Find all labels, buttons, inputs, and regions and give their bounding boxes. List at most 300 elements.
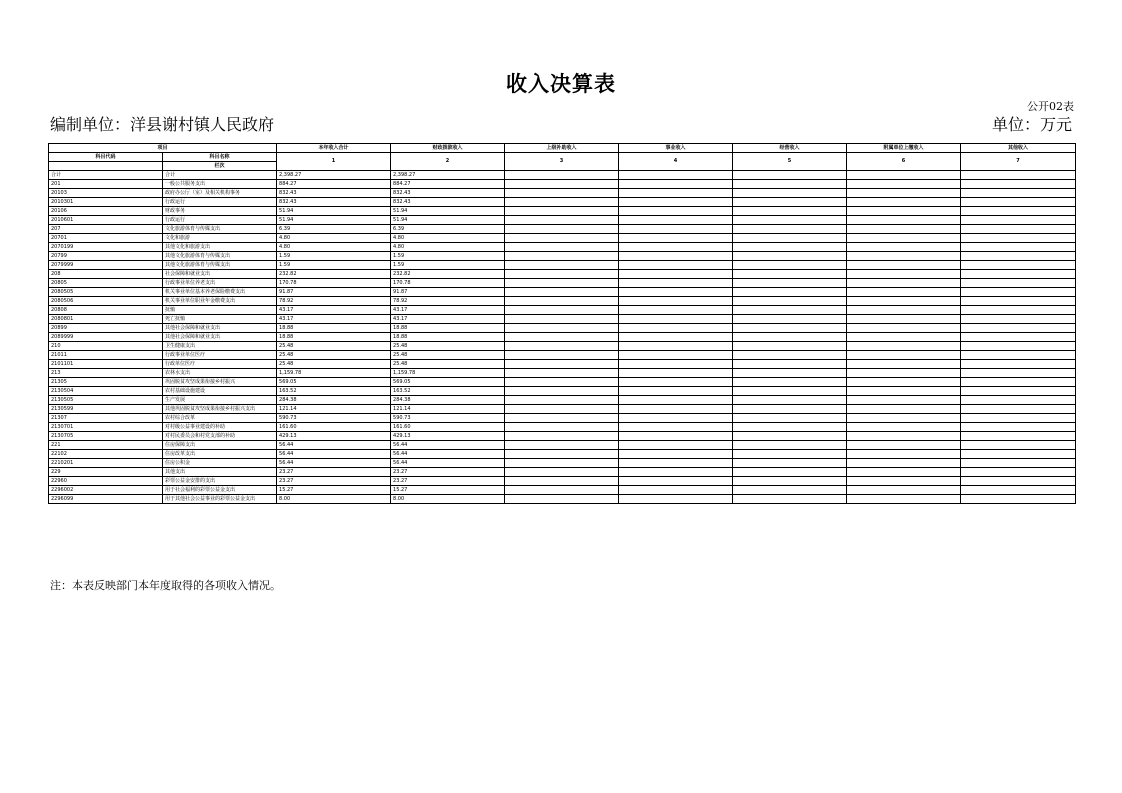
cell-empty	[847, 198, 961, 207]
cell-code: 20106	[49, 207, 163, 216]
cell-empty	[733, 342, 847, 351]
cell-empty	[961, 414, 1076, 423]
col-num: 1	[277, 153, 391, 171]
cell-total: 832.43	[277, 189, 391, 198]
cell-empty	[961, 450, 1076, 459]
cell-empty	[847, 333, 961, 342]
cell-fiscal: 6.39	[391, 225, 505, 234]
cell-total: 51.94	[277, 216, 391, 225]
header-col-total: 本年收入合计	[277, 144, 391, 153]
cell-empty	[619, 432, 733, 441]
cell-fiscal: 8.00	[391, 495, 505, 504]
cell-empty	[961, 288, 1076, 297]
cell-empty	[619, 414, 733, 423]
cell-empty	[619, 351, 733, 360]
cell-empty	[847, 387, 961, 396]
cell-code: 2080801	[49, 315, 163, 324]
cell-empty	[733, 387, 847, 396]
cell-empty	[961, 261, 1076, 270]
cell-code: 213	[49, 369, 163, 378]
cell-empty	[847, 288, 961, 297]
cell-empty	[505, 333, 619, 342]
cell-empty	[505, 189, 619, 198]
cell-fiscal: 284.38	[391, 396, 505, 405]
cell-empty	[619, 207, 733, 216]
cell-empty	[847, 324, 961, 333]
table-row	[49, 252, 1076, 261]
cell-empty	[733, 306, 847, 315]
cell-empty	[961, 405, 1076, 414]
cell-fiscal: 23.27	[391, 477, 505, 486]
cell-name: 抚恤	[163, 306, 277, 315]
table-row	[49, 180, 1076, 189]
cell-empty	[619, 477, 733, 486]
cell-fiscal: 25.48	[391, 351, 505, 360]
table-row	[49, 306, 1076, 315]
cell-empty	[961, 180, 1076, 189]
cell-total: 56.44	[277, 450, 391, 459]
cell-empty	[505, 207, 619, 216]
table-row	[49, 261, 1076, 270]
cell-empty	[505, 405, 619, 414]
cell-code: 22102	[49, 450, 163, 459]
cell-empty	[505, 171, 619, 180]
cell-code: 2130705	[49, 432, 163, 441]
table-body	[49, 171, 1076, 504]
cell-empty	[619, 360, 733, 369]
cell-total: 161.60	[277, 423, 391, 432]
cell-empty	[733, 468, 847, 477]
table-row	[49, 315, 1076, 324]
cell-name: 农林水支出	[163, 369, 277, 378]
cell-empty	[847, 189, 961, 198]
header-col-superior: 上级补助收入	[505, 144, 619, 153]
cell-empty	[505, 261, 619, 270]
table-row	[49, 234, 1076, 243]
cell-name: 其他社会保障和就业支出	[163, 333, 277, 342]
cell-fiscal: 18.88	[391, 324, 505, 333]
cell-name: 对村级公益事业建设的补助	[163, 423, 277, 432]
cell-empty	[505, 288, 619, 297]
cell-empty	[619, 279, 733, 288]
cell-empty	[847, 459, 961, 468]
cell-empty	[733, 324, 847, 333]
cell-total: 43.17	[277, 306, 391, 315]
cell-code: 2130599	[49, 405, 163, 414]
cell-empty	[619, 405, 733, 414]
cell-empty	[847, 351, 961, 360]
cell-empty	[847, 477, 961, 486]
cell-empty	[505, 351, 619, 360]
cell-name: 住房改革支出	[163, 450, 277, 459]
cell-code: 2101101	[49, 360, 163, 369]
cell-total: 4.80	[277, 243, 391, 252]
cell-fiscal: 163.52	[391, 387, 505, 396]
table-row	[49, 333, 1076, 342]
cell-empty	[619, 342, 733, 351]
cell-code: 229	[49, 468, 163, 477]
cell-code: 20899	[49, 324, 163, 333]
cell-code: 22960	[49, 477, 163, 486]
cell-name: 用于社会福利的彩票公益金支出	[163, 486, 277, 495]
cell-empty	[733, 180, 847, 189]
cell-empty	[847, 405, 961, 414]
cell-empty	[961, 216, 1076, 225]
cell-name: 农村综合改革	[163, 414, 277, 423]
cell-empty	[961, 198, 1076, 207]
cell-empty	[733, 288, 847, 297]
cell-code: 20701	[49, 234, 163, 243]
cell-empty	[505, 216, 619, 225]
cell-code: 2296099	[49, 495, 163, 504]
cell-total: 56.44	[277, 441, 391, 450]
cell-empty	[505, 234, 619, 243]
cell-empty	[961, 324, 1076, 333]
cell-empty	[961, 333, 1076, 342]
cell-empty	[505, 441, 619, 450]
cell-empty	[961, 441, 1076, 450]
cell-empty	[847, 414, 961, 423]
table-row	[49, 342, 1076, 351]
cell-name: 行政事业单位养老支出	[163, 279, 277, 288]
cell-total: 15.27	[277, 486, 391, 495]
cell-total: 884.27	[277, 180, 391, 189]
header-col-affiliated: 附属单位上缴收入	[847, 144, 961, 153]
cell-empty	[847, 252, 961, 261]
cell-empty	[733, 405, 847, 414]
cell-empty	[619, 225, 733, 234]
cell-fiscal: 51.94	[391, 207, 505, 216]
cell-code: 20805	[49, 279, 163, 288]
cell-empty	[961, 432, 1076, 441]
cell-code: 2080506	[49, 297, 163, 306]
header-col-label: 栏次	[163, 162, 277, 171]
table-row	[49, 369, 1076, 378]
cell-empty	[619, 243, 733, 252]
cell-empty	[961, 342, 1076, 351]
cell-empty	[847, 207, 961, 216]
cell-empty	[847, 297, 961, 306]
cell-code: 20103	[49, 189, 163, 198]
cell-empty	[619, 450, 733, 459]
table-row	[49, 351, 1076, 360]
cell-fiscal: 25.48	[391, 360, 505, 369]
cell-name: 合计	[163, 171, 277, 180]
cell-fiscal: 161.60	[391, 423, 505, 432]
cell-total: 284.38	[277, 396, 391, 405]
cell-name: 其他文化旅游体育与传媒支出	[163, 252, 277, 261]
cell-name: 巩固脱贫攻坚成果衔接乡村振兴	[163, 378, 277, 387]
cell-empty	[619, 234, 733, 243]
cell-empty	[961, 315, 1076, 324]
currency-unit: 单位：万元	[991, 115, 1072, 134]
cell-empty	[961, 423, 1076, 432]
cell-fiscal: 1,159.78	[391, 369, 505, 378]
cell-name: 文化旅游体育与传媒支出	[163, 225, 277, 234]
cell-empty	[847, 369, 961, 378]
cell-empty	[619, 495, 733, 504]
cell-code: 2010601	[49, 216, 163, 225]
cell-empty	[961, 243, 1076, 252]
cell-empty	[733, 189, 847, 198]
cell-total: 569.05	[277, 378, 391, 387]
cell-empty	[847, 306, 961, 315]
cell-empty	[733, 234, 847, 243]
cell-code: 2079999	[49, 261, 163, 270]
cell-empty	[733, 261, 847, 270]
cell-name: 彩票公益金安排的支出	[163, 477, 277, 486]
cell-empty	[733, 441, 847, 450]
cell-fiscal: 18.88	[391, 333, 505, 342]
cell-empty	[961, 396, 1076, 405]
header-item: 项目	[49, 144, 277, 153]
col-num: 4	[619, 153, 733, 171]
cell-empty	[847, 342, 961, 351]
cell-empty	[961, 252, 1076, 261]
cell-empty	[619, 396, 733, 405]
cell-empty	[733, 225, 847, 234]
cell-empty	[619, 423, 733, 432]
cell-total: 429.13	[277, 432, 391, 441]
cell-empty	[505, 378, 619, 387]
cell-empty	[847, 261, 961, 270]
cell-empty	[619, 486, 733, 495]
cell-code: 20799	[49, 252, 163, 261]
cell-name: 死亡抚恤	[163, 315, 277, 324]
cell-fiscal: 4.80	[391, 234, 505, 243]
cell-empty	[505, 198, 619, 207]
cell-empty	[847, 279, 961, 288]
cell-empty	[619, 180, 733, 189]
header-col-fiscal: 财政拨款收入	[391, 144, 505, 153]
cell-empty	[733, 477, 847, 486]
cell-empty	[847, 495, 961, 504]
cell-code: 2210201	[49, 459, 163, 468]
cell-empty	[733, 243, 847, 252]
cell-total: 163.52	[277, 387, 391, 396]
cell-code: 2089999	[49, 333, 163, 342]
cell-total: 23.27	[277, 477, 391, 486]
cell-total: 78.92	[277, 297, 391, 306]
cell-empty	[733, 450, 847, 459]
cell-fiscal: 15.27	[391, 486, 505, 495]
cell-empty	[619, 270, 733, 279]
cell-empty	[961, 207, 1076, 216]
table-row	[49, 243, 1076, 252]
cell-empty	[847, 432, 961, 441]
cell-name: 政府办公厅（室）及相关机构事务	[163, 189, 277, 198]
cell-empty	[733, 369, 847, 378]
cell-empty	[961, 486, 1076, 495]
table-row	[49, 468, 1076, 477]
cell-code: 2080505	[49, 288, 163, 297]
cell-empty	[619, 288, 733, 297]
cell-name: 一般公共服务支出	[163, 180, 277, 189]
cell-empty	[847, 315, 961, 324]
cell-fiscal: 56.44	[391, 450, 505, 459]
cell-empty	[505, 270, 619, 279]
cell-empty	[733, 432, 847, 441]
table-row	[49, 225, 1076, 234]
cell-empty	[733, 360, 847, 369]
cell-fiscal: 43.17	[391, 306, 505, 315]
cell-total: 51.94	[277, 207, 391, 216]
cell-name: 用于其他社会公益事业的彩票公益金支出	[163, 495, 277, 504]
cell-empty	[505, 306, 619, 315]
cell-empty	[505, 243, 619, 252]
cell-name: 行政事业单位医疗	[163, 351, 277, 360]
cell-empty	[961, 477, 1076, 486]
table-row	[49, 405, 1076, 414]
cell-empty	[961, 279, 1076, 288]
cell-fiscal: 832.43	[391, 198, 505, 207]
cell-name: 住房保障支出	[163, 441, 277, 450]
cell-empty	[619, 306, 733, 315]
cell-total: 6.39	[277, 225, 391, 234]
cell-code: 21307	[49, 414, 163, 423]
cell-total: 1.59	[277, 261, 391, 270]
cell-total: 8.00	[277, 495, 391, 504]
cell-fiscal: 170.78	[391, 279, 505, 288]
cell-empty	[733, 396, 847, 405]
col-num: 5	[733, 153, 847, 171]
cell-fiscal: 590.73	[391, 414, 505, 423]
table-row	[49, 216, 1076, 225]
col-num: 6	[847, 153, 961, 171]
header-name: 科目名称	[163, 153, 277, 162]
form-number: 公开02表	[1027, 100, 1074, 113]
table-row	[49, 459, 1076, 468]
cell-empty	[505, 468, 619, 477]
cell-empty	[961, 369, 1076, 378]
cell-fiscal: 1.59	[391, 252, 505, 261]
cell-empty	[505, 180, 619, 189]
cell-fiscal: 429.13	[391, 432, 505, 441]
cell-empty	[847, 270, 961, 279]
col-num: 2	[391, 153, 505, 171]
cell-code: 221	[49, 441, 163, 450]
cell-empty	[619, 198, 733, 207]
cell-total: 91.87	[277, 288, 391, 297]
table-row	[49, 171, 1076, 180]
cell-empty	[619, 252, 733, 261]
cell-fiscal: 884.27	[391, 180, 505, 189]
cell-empty	[505, 342, 619, 351]
cell-empty	[847, 171, 961, 180]
cell-empty	[505, 225, 619, 234]
reporting-unit: 编制单位：洋县谢村镇人民政府	[50, 115, 275, 134]
cell-total: 232.82	[277, 270, 391, 279]
cell-total: 25.48	[277, 342, 391, 351]
cell-code: 合计	[49, 171, 163, 180]
cell-empty	[847, 468, 961, 477]
table-row	[49, 279, 1076, 288]
cell-name: 行政运行	[163, 216, 277, 225]
cell-empty	[505, 279, 619, 288]
cell-empty	[733, 252, 847, 261]
page-title: 收入决算表	[506, 72, 616, 96]
cell-name: 生产发展	[163, 396, 277, 405]
cell-empty	[961, 189, 1076, 198]
table-row	[49, 423, 1076, 432]
cell-code: 2130701	[49, 423, 163, 432]
cell-empty	[847, 216, 961, 225]
cell-empty	[847, 234, 961, 243]
cell-empty	[505, 387, 619, 396]
cell-empty	[847, 225, 961, 234]
table-row	[49, 414, 1076, 423]
cell-code: 21305	[49, 378, 163, 387]
cell-empty	[619, 378, 733, 387]
cell-empty	[961, 468, 1076, 477]
cell-empty	[961, 297, 1076, 306]
cell-name: 其他社会保障和就业支出	[163, 324, 277, 333]
cell-empty	[733, 414, 847, 423]
cell-total: 23.27	[277, 468, 391, 477]
cell-fiscal: 25.48	[391, 342, 505, 351]
cell-code: 2070199	[49, 243, 163, 252]
cell-total: 25.48	[277, 351, 391, 360]
cell-empty	[961, 225, 1076, 234]
cell-empty	[733, 207, 847, 216]
cell-name: 住房公积金	[163, 459, 277, 468]
cell-empty	[505, 297, 619, 306]
cell-empty	[961, 306, 1076, 315]
cell-empty	[847, 423, 961, 432]
col-num: 3	[505, 153, 619, 171]
cell-empty	[505, 486, 619, 495]
cell-empty	[619, 387, 733, 396]
income-table	[48, 143, 1076, 504]
cell-fiscal: 91.87	[391, 288, 505, 297]
table-row	[49, 297, 1076, 306]
cell-fiscal: 56.44	[391, 441, 505, 450]
cell-total: 1,159.78	[277, 369, 391, 378]
cell-name: 财政事务	[163, 207, 277, 216]
cell-empty	[961, 360, 1076, 369]
table-row	[49, 189, 1076, 198]
cell-empty	[961, 495, 1076, 504]
table-row	[49, 432, 1076, 441]
cell-empty	[619, 189, 733, 198]
cell-empty	[505, 360, 619, 369]
header-code: 科目代码	[49, 153, 163, 162]
cell-empty	[505, 459, 619, 468]
table-row	[49, 486, 1076, 495]
cell-empty	[733, 495, 847, 504]
cell-empty	[733, 459, 847, 468]
table-row	[49, 360, 1076, 369]
cell-total: 25.48	[277, 360, 391, 369]
cell-name: 其他巩固脱贫攻坚成果衔接乡村振兴支出	[163, 405, 277, 414]
cell-empty	[505, 414, 619, 423]
cell-empty	[619, 369, 733, 378]
cell-empty	[733, 423, 847, 432]
cell-fiscal: 832.43	[391, 189, 505, 198]
cell-empty	[619, 333, 733, 342]
cell-total: 4.80	[277, 234, 391, 243]
cell-empty	[733, 378, 847, 387]
header-col-operating: 经营收入	[733, 144, 847, 153]
cell-code: 21011	[49, 351, 163, 360]
cell-empty	[505, 396, 619, 405]
cell-fiscal: 1.59	[391, 261, 505, 270]
cell-empty	[733, 279, 847, 288]
cell-name: 其他文化旅游体育与传媒支出	[163, 261, 277, 270]
cell-empty	[733, 198, 847, 207]
cell-empty	[733, 486, 847, 495]
cell-name: 行政运行	[163, 198, 277, 207]
